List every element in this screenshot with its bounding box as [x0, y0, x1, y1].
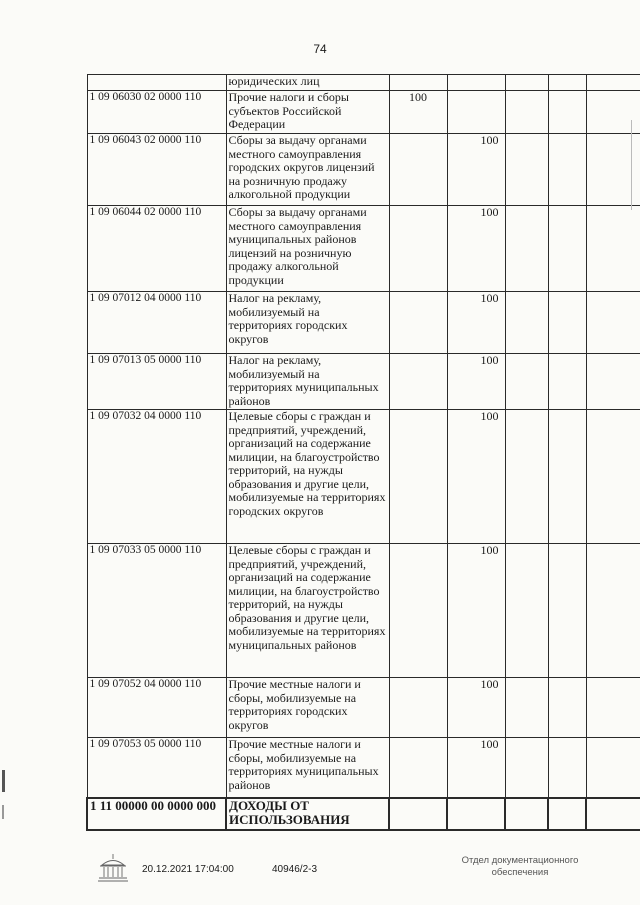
- normative-cell-4: [548, 354, 586, 410]
- normative-cell-2: 100: [447, 354, 505, 410]
- normative-cell-3: [505, 738, 548, 798]
- kbk-code-cell: 1 09 07052 04 0000 110: [87, 678, 226, 738]
- normative-cell-4: [548, 678, 586, 738]
- normative-cell-3: [505, 91, 548, 134]
- stamp-line-2: обеспечения: [491, 867, 549, 878]
- revenue-name-cell: Целевые сборы с граждан и предприятий, учреждений, организаций на содержание милиции, на благоустройство территорий, на нужды образования и другие цели, мобилизуемые на территориях муниципальных районов: [226, 544, 389, 678]
- table-row: [87, 91, 640, 134]
- table-row: [87, 798, 640, 830]
- normative-cell-1: [389, 134, 447, 206]
- table-row: [87, 544, 640, 678]
- normative-cell-2: 100: [447, 292, 505, 354]
- building-logo-icon: [96, 851, 130, 890]
- table-row: [87, 292, 640, 354]
- scan-edge-mark: [631, 120, 632, 210]
- normative-cell-1: [389, 798, 447, 830]
- revenue-name-cell: Сборы за выдачу органами местного самоуправления городских округов лицензий на розничную продажу алкогольной продукции: [226, 134, 389, 206]
- normative-cell-4: [548, 292, 586, 354]
- normative-cell-4: [548, 544, 586, 678]
- table-row: [87, 354, 640, 410]
- normative-cell-4: [548, 206, 586, 292]
- kbk-code-cell: 1 09 07013 05 0000 110: [87, 354, 226, 410]
- kbk-code-cell: 1 09 07032 04 0000 110: [87, 410, 226, 544]
- normative-cell-1: [389, 544, 447, 678]
- normative-cell-2: [447, 798, 505, 830]
- normative-cell-5: [586, 292, 640, 354]
- revenue-name-cell: Прочие налоги и сборы субъектов Российской Федерации: [226, 91, 389, 134]
- kbk-code-cell: 1 11 00000 00 0000 000: [87, 798, 226, 830]
- normative-cell-4: [548, 738, 586, 798]
- normative-cell-5: [586, 354, 640, 410]
- kbk-code-cell: [87, 75, 226, 91]
- table-row: [87, 678, 640, 738]
- revenue-name-cell: Прочие местные налоги и сборы, мобилизуемые на территориях муниципальных районов: [226, 738, 389, 798]
- revenue-name-cell: Целевые сборы с граждан и предприятий, учреждений, организаций на содержание милиции, на благоустройство территорий, на нужды образования и другие цели, мобилизуемые на территориях городских округов: [226, 410, 389, 544]
- normative-cell-2: [447, 75, 505, 91]
- page-number: 74: [313, 42, 327, 56]
- normative-cell-3: [505, 292, 548, 354]
- normative-cell-5: [586, 678, 640, 738]
- normative-cell-4: [548, 75, 586, 91]
- normative-cell-2: 100: [447, 678, 505, 738]
- normative-cell-1: [389, 410, 447, 544]
- kbk-code-cell: 1 09 07012 04 0000 110: [87, 292, 226, 354]
- table-row: [87, 410, 640, 544]
- normative-cell-3: [505, 798, 548, 830]
- normative-cell-5: [586, 738, 640, 798]
- normative-cell-5: [586, 798, 640, 830]
- revenue-code-table: [86, 74, 640, 831]
- normative-cell-4: [548, 134, 586, 206]
- normative-cell-2: 100: [447, 738, 505, 798]
- revenue-name-cell: юридических лиц: [226, 75, 389, 91]
- normative-cell-3: [505, 678, 548, 738]
- stamp-line-1: Отдел документационного: [461, 855, 579, 866]
- normative-cell-5: [586, 75, 640, 91]
- normative-cell-3: [505, 544, 548, 678]
- normative-cell-1: [389, 678, 447, 738]
- kbk-code-cell: 1 09 06030 02 0000 110: [87, 91, 226, 134]
- normative-cell-3: [505, 354, 548, 410]
- normative-cell-3: [505, 134, 548, 206]
- normative-cell-2: 100: [447, 134, 505, 206]
- normative-cell-1: [389, 292, 447, 354]
- normative-cell-1: [389, 206, 447, 292]
- normative-cell-3: [505, 75, 548, 91]
- normative-cell-5: [586, 206, 640, 292]
- revenue-name-cell: Сборы за выдачу органами местного самоуправления муниципальных районов лицензий на розничную продажу алкогольной продукции: [226, 206, 389, 292]
- normative-cell-2: 100: [447, 206, 505, 292]
- revenue-name-cell: ДОХОДЫ ОТ ИСПОЛЬЗОВАНИЯ: [226, 798, 389, 830]
- scan-edge-mark: [2, 805, 4, 819]
- normative-cell-4: [548, 798, 586, 830]
- normative-cell-1: 100: [389, 91, 447, 134]
- normative-cell-2: [447, 91, 505, 134]
- revenue-name-cell: Прочие местные налоги и сборы, мобилизуемые на территориях городских округов: [226, 678, 389, 738]
- normative-cell-3: [505, 206, 548, 292]
- normative-cell-5: [586, 410, 640, 544]
- normative-cell-5: [586, 544, 640, 678]
- revenue-name-cell: Налог на рекламу, мобилизуемый на территориях муниципальных районов: [226, 354, 389, 410]
- table-row: [87, 738, 640, 798]
- normative-cell-1: [389, 75, 447, 91]
- kbk-code-cell: 1 09 07053 05 0000 110: [87, 738, 226, 798]
- revenue-name-cell: Налог на рекламу, мобилизуемый на территориях городских округов: [226, 292, 389, 354]
- footer-datetime: 20.12.2021 17:04:00: [142, 864, 234, 875]
- footer-doc-number: 40946/2-3: [272, 864, 318, 875]
- normative-cell-1: [389, 354, 447, 410]
- normative-cell-3: [505, 410, 548, 544]
- kbk-code-cell: 1 09 06043 02 0000 110: [87, 134, 226, 206]
- normative-cell-2: 100: [447, 544, 505, 678]
- scan-edge-mark: [2, 770, 5, 792]
- normative-cell-4: [548, 410, 586, 544]
- kbk-code-cell: 1 09 07033 05 0000 110: [87, 544, 226, 678]
- table-row: [87, 75, 640, 91]
- normative-cell-1: [389, 738, 447, 798]
- table-row: [87, 134, 640, 206]
- normative-cell-4: [548, 91, 586, 134]
- kbk-code-cell: 1 09 06044 02 0000 110: [87, 206, 226, 292]
- department-stamp: [430, 855, 610, 879]
- table-row: [87, 206, 640, 292]
- normative-cell-2: 100: [447, 410, 505, 544]
